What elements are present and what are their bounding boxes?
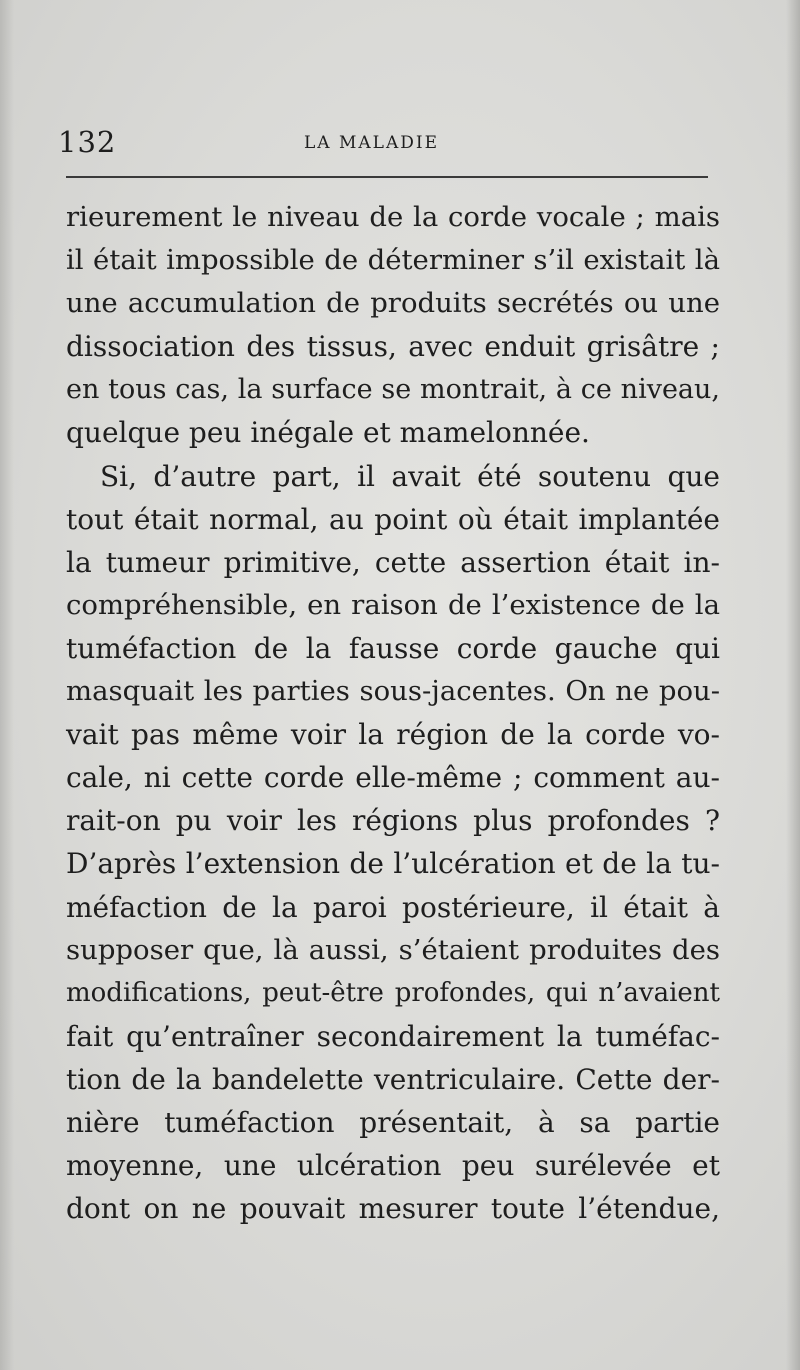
text-line: tuméfaction de la fausse corde gauche qui <box>66 631 720 665</box>
text-line: compréhensible, en raison de l’existence de la <box>66 588 720 621</box>
page-number: 132 <box>58 125 117 159</box>
text-line: il était impossible de déterminer s’il existait là <box>66 244 720 277</box>
text-line: méfaction de la paroi postérieure, il était à <box>66 890 720 924</box>
text-line: moyenne, une ulcération peu surélevée et <box>66 1149 720 1183</box>
text-line: dissociation des tissus, avec enduit grisâtre ; <box>66 330 720 364</box>
text-line: rieurement le niveau de la corde vocale ; mais <box>66 201 720 233</box>
text-line: en tous cas, la surface se montrait, à ce niveau, <box>66 374 720 406</box>
text-line: une accumulation de produits secrétés ou une <box>66 287 720 320</box>
paragraph-start-line: Si, d’autre part, il avait été soutenu que <box>100 459 720 493</box>
text-line: cale, ni cette corde elle-même ; comment au- <box>66 761 720 795</box>
text-line: rait-on pu voir les régions plus profondes ? <box>66 804 720 838</box>
text-line: dont on ne pouvait mesurer toute l’étendue, <box>66 1192 720 1226</box>
text-line: fait qu’entraîner secondairement la tuméfac- <box>66 1019 720 1053</box>
scan-shadow-right <box>786 0 800 1370</box>
running-head: LA MALADIE <box>304 133 439 153</box>
text-line: D’après l’extension de l’ulcération et de la tu- <box>66 847 720 881</box>
text-line: supposer que, là aussi, s’étaient produites des <box>66 933 720 966</box>
text-line: masquait les parties sous-jacentes. On ne pou- <box>66 675 720 708</box>
text-line: quelque peu inégale et mamelonnée. <box>66 416 590 450</box>
scan-shadow-left <box>0 0 14 1370</box>
text-line: la tumeur primitive, cette assertion était in- <box>66 545 720 579</box>
text-line: tout était normal, au point où était implantée <box>66 502 720 536</box>
text-line: nière tuméfaction présentait, à sa partie <box>66 1105 720 1139</box>
text-line: vait pas même voir la région de la corde vo- <box>66 718 720 752</box>
header-rule <box>66 176 708 178</box>
text-line: tion de la bandelette ventriculaire. Cette der- <box>66 1062 720 1096</box>
body-text <box>66 196 720 1230</box>
text-line: modifications, peut-être profondes, qui n’avaient <box>66 977 720 1008</box>
